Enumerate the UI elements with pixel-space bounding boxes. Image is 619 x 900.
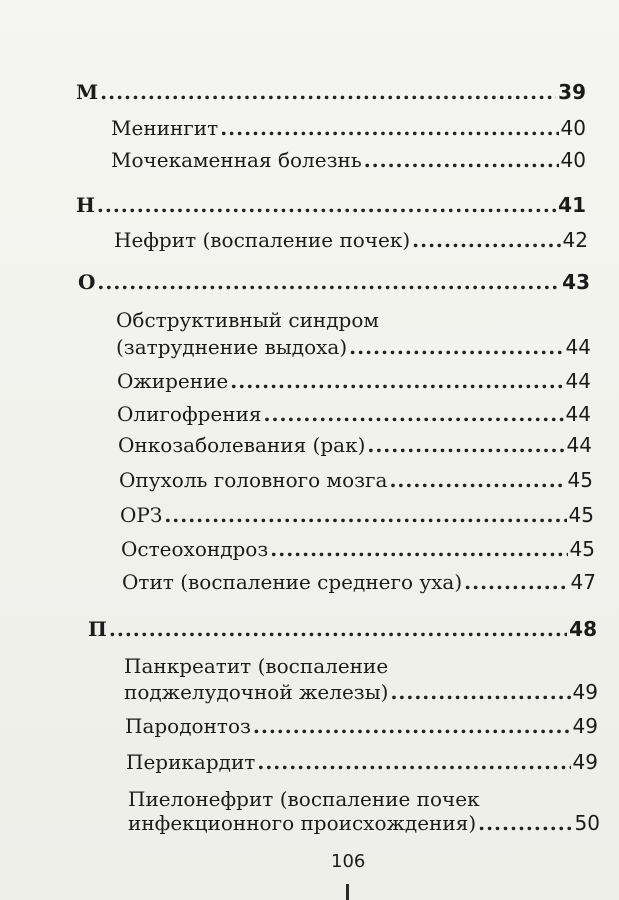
dot-leader bbox=[367, 433, 564, 457]
page-ref: 49 bbox=[572, 714, 598, 738]
toc-section-o bbox=[78, 270, 590, 294]
toc-entry bbox=[121, 537, 595, 561]
page-ref: 41 bbox=[558, 193, 586, 217]
section-letter: М bbox=[76, 80, 99, 104]
entry-title: Перикардит bbox=[126, 750, 256, 774]
entry-title: Нефрит (воспаление почек) bbox=[114, 228, 411, 252]
toc-entry bbox=[124, 680, 598, 704]
page-ref: 44 bbox=[565, 335, 591, 359]
toc-entry bbox=[118, 433, 592, 457]
page-ref: 50 bbox=[574, 811, 600, 835]
dot-leader bbox=[230, 369, 563, 393]
page-ref: 48 bbox=[569, 617, 597, 641]
dot-leader bbox=[389, 468, 565, 492]
bottom-edge-mark bbox=[346, 884, 349, 900]
section-letter: О bbox=[78, 270, 96, 294]
page-ref: 42 bbox=[562, 228, 588, 252]
entry-title: Отит (воспаление среднего уха) bbox=[122, 570, 463, 594]
page-ref: 49 bbox=[572, 680, 598, 704]
entry-title-line1: Пиелонефрит (воспаление почек bbox=[128, 787, 480, 811]
page-ref: 45 bbox=[568, 503, 594, 527]
dot-leader bbox=[412, 228, 560, 252]
page-number: 106 bbox=[331, 851, 366, 872]
dot-leader bbox=[364, 148, 559, 172]
section-letter: Н bbox=[76, 193, 95, 217]
dot-leader bbox=[109, 617, 567, 641]
page-ref: 44 bbox=[565, 369, 591, 393]
toc-entry bbox=[117, 402, 591, 426]
dot-leader bbox=[264, 402, 564, 426]
entry-title-line1: Обструктивный синдром bbox=[116, 308, 379, 332]
dot-leader bbox=[270, 537, 567, 561]
page-ref: 47 bbox=[570, 570, 596, 594]
toc-entry bbox=[125, 714, 598, 738]
toc-entry bbox=[120, 503, 594, 527]
toc-section-n bbox=[76, 193, 586, 217]
entry-title: (затруднение выдоха) bbox=[116, 335, 348, 359]
toc-entry bbox=[111, 116, 586, 140]
entry-title: Онкозаболевания (рак) bbox=[118, 433, 366, 457]
toc-section-p bbox=[88, 617, 597, 641]
dot-leader bbox=[464, 570, 568, 594]
page-ref: 49 bbox=[572, 750, 598, 774]
entry-title-line1: Панкреатит (воспаление bbox=[124, 654, 389, 678]
dot-leader bbox=[390, 680, 570, 704]
dot-leader bbox=[164, 503, 566, 527]
entry-title: Олигофрения bbox=[117, 402, 262, 426]
page-ref: 45 bbox=[569, 537, 595, 561]
toc-entry bbox=[126, 750, 598, 774]
page-ref: 40 bbox=[560, 148, 586, 172]
dot-leader bbox=[97, 193, 556, 217]
toc-entry bbox=[122, 570, 596, 594]
entry-title: Остеохондроз bbox=[121, 537, 269, 561]
toc-entry bbox=[117, 369, 591, 393]
dot-leader bbox=[97, 270, 560, 294]
dot-leader bbox=[253, 714, 571, 738]
entry-title: Опухоль головного мозга bbox=[119, 468, 388, 492]
toc-entry bbox=[119, 468, 593, 492]
page-ref: 44 bbox=[566, 433, 592, 457]
entry-title: поджелудочной железы) bbox=[124, 680, 389, 704]
entry-title: Пародонтоз bbox=[125, 714, 251, 738]
toc-entry bbox=[116, 335, 591, 359]
entry-title: Мочекаменная болезнь bbox=[111, 148, 362, 172]
page-ref: 39 bbox=[558, 80, 586, 104]
page-ref: 43 bbox=[562, 270, 590, 294]
dot-leader bbox=[257, 750, 570, 774]
dot-leader bbox=[478, 811, 572, 835]
toc-entry bbox=[111, 148, 586, 172]
entry-title: инфекционного происхождения) bbox=[128, 811, 477, 835]
entry-title: Менингит bbox=[111, 116, 219, 140]
page-ref: 44 bbox=[565, 402, 591, 426]
section-letter: П bbox=[88, 617, 107, 641]
toc-entry bbox=[128, 811, 600, 835]
page-ref: 40 bbox=[560, 116, 586, 140]
toc-entry bbox=[114, 228, 588, 252]
dot-leader bbox=[349, 335, 563, 359]
dot-leader bbox=[220, 116, 558, 140]
page-ref: 45 bbox=[567, 468, 593, 492]
entry-title: Ожирение bbox=[117, 369, 229, 393]
dot-leader bbox=[100, 80, 556, 104]
toc-section-m bbox=[76, 80, 586, 104]
entry-title: ОРЗ bbox=[120, 503, 163, 527]
